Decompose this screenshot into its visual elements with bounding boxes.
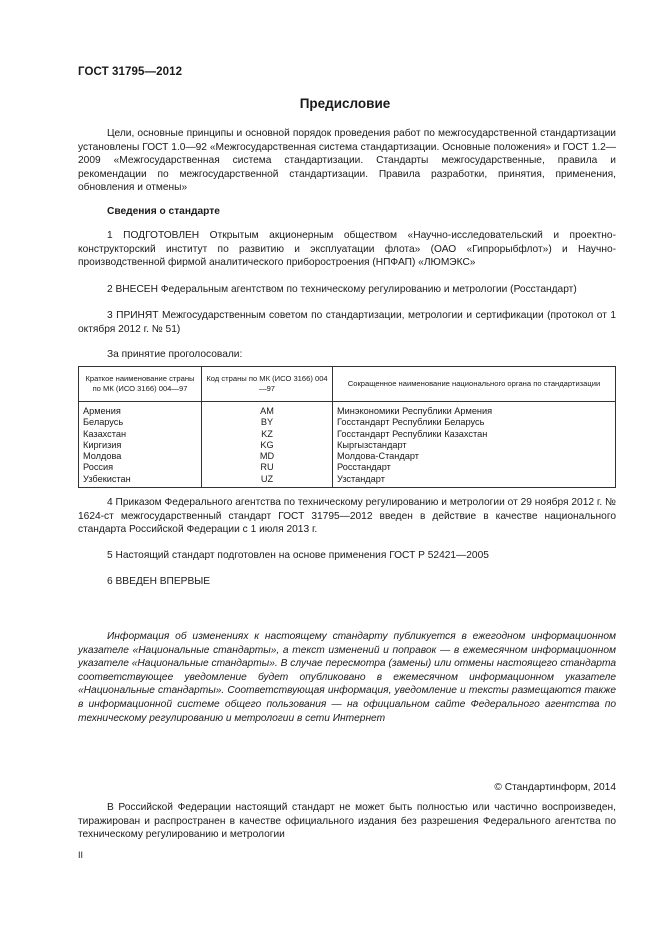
table-row	[79, 417, 616, 428]
info-heading: Сведения о стандарте	[107, 206, 220, 217]
page-title: Предисловие	[299, 96, 391, 111]
cell-country: Молдова	[79, 451, 202, 462]
item-3-adopted: 3 ПРИНЯТ Межгосударственным советом по стандартизации, метрологии и сертификации (протокол от 1 октября 2012 г. № 51)	[78, 310, 616, 335]
page-number: II	[78, 850, 84, 860]
cell-code: BY	[202, 417, 333, 428]
cell-country: Казахстан	[79, 429, 202, 440]
cell-code: MD	[202, 451, 333, 462]
reproduction-notice: В Российской Федерации настоящий стандарт не может быть полностью или частично воспроизведен, тиражирован и распространен в качестве официального издания без разрешения Федерального агентства по техническому регулированию и метрологии	[78, 802, 616, 841]
cell-code: KG	[202, 440, 333, 451]
cell-country: Беларусь	[79, 417, 202, 428]
cell-body: Госстандарт Республики Казахстан	[333, 429, 616, 440]
cell-country: Армения	[79, 402, 202, 418]
cell-body: Росстандарт	[333, 462, 616, 473]
table-row	[79, 440, 616, 451]
votes-table	[78, 366, 616, 488]
item-6-first-introduced: 6 ВВЕДЕН ВПЕРВЫЕ	[107, 576, 211, 587]
cell-body: Узстандарт	[333, 474, 616, 488]
cell-code: KZ	[202, 429, 333, 440]
cell-body: Молдова-Стандарт	[333, 451, 616, 462]
cell-country: Узбекистан	[79, 474, 202, 488]
col-header-body: Сокращенное наименование национального органа по стандартизации	[333, 367, 616, 402]
table-row	[79, 451, 616, 462]
cell-country: Киргизия	[79, 440, 202, 451]
cell-code: AM	[202, 402, 333, 418]
copyright: © Стандартинформ, 2014	[494, 782, 616, 793]
table-row	[79, 429, 616, 440]
item-4-order: 4 Приказом Федерального агентства по техническому регулированию и метрологии от 29 ноября 2012 г. № 1624-ст межгосударственный стандарт ГОСТ 31795—2012 введен в действие в качестве национального стандарта Российской Федерации с 1 июля 2013 г.	[78, 497, 616, 536]
standard-number: ГОСТ 31795—2012	[78, 66, 183, 78]
item-1-prepared: 1 ПОДГОТОВЛЕН Открытым акционерным обществом «Научно-исследовательский и проектно-конструкторский институт по развитию и эксплуатации флота» (ОАО «Гипрорыбфлот») и Научно-производственной фирмой аналитического приборостроения (НПФАП) «ЛЮМЭКС»	[78, 230, 616, 269]
cell-code: UZ	[202, 474, 333, 488]
col-header-country: Краткое наименование страны по МК (ИСО 3166) 004—97	[79, 367, 202, 402]
vote-intro: За принятие проголосовали:	[107, 349, 243, 360]
cell-code: RU	[202, 462, 333, 473]
changes-notice: Информация об изменениях к настоящему стандарту публикуется в ежегодном информационном указателе «Национальные стандарты», а текст изменений и поправок — в ежемесячном информационном указателе «Национальные стандарты». В случае пересмотра (замены) или отмены настоящего стандарта соответствующее уведомление будет опубликовано в ежемесячном информационном указателе «Национальные стандарты». Соответствующая информация, уведомление и тексты размещаются также в информационной системе общего пользования — на официальном сайте Федерального агентства по техническому регулированию и метрологии в сети Интернет	[78, 631, 616, 724]
table-header-row	[79, 367, 616, 402]
table-row	[79, 402, 616, 418]
cell-body: Госстандарт Республики Беларусь	[333, 417, 616, 428]
cell-body: Кыргызстандарт	[333, 440, 616, 451]
col-header-code: Код страны по МК (ИСО 3166) 004—97	[202, 367, 333, 402]
table-row	[79, 462, 616, 473]
item-5-basis: 5 Настоящий стандарт подготовлен на основе применения ГОСТ Р 52421—2005	[107, 550, 489, 561]
cell-body: Минэкономики Республики Армения	[333, 402, 616, 418]
item-2-introduced: 2 ВНЕСЕН Федеральным агентством по техническому регулированию и метрологии (Росстандарт)	[107, 284, 577, 295]
table-row	[79, 474, 616, 488]
intro-paragraph: Цели, основные принципы и основной порядок проведения работ по межгосударственной стандартизации установлены ГОСТ 1.0—92 «Межгосударственная система стандартизации. Основные положения» и ГОСТ 1.2—2009 «Межгосударственная система стандартизации. Стандарты межгосударственные, правила и рекомендации по межгосударственной стандартизации. Правила разработки, принятия, применения, обновления и отмены»	[78, 128, 616, 194]
cell-country: Россия	[79, 462, 202, 473]
